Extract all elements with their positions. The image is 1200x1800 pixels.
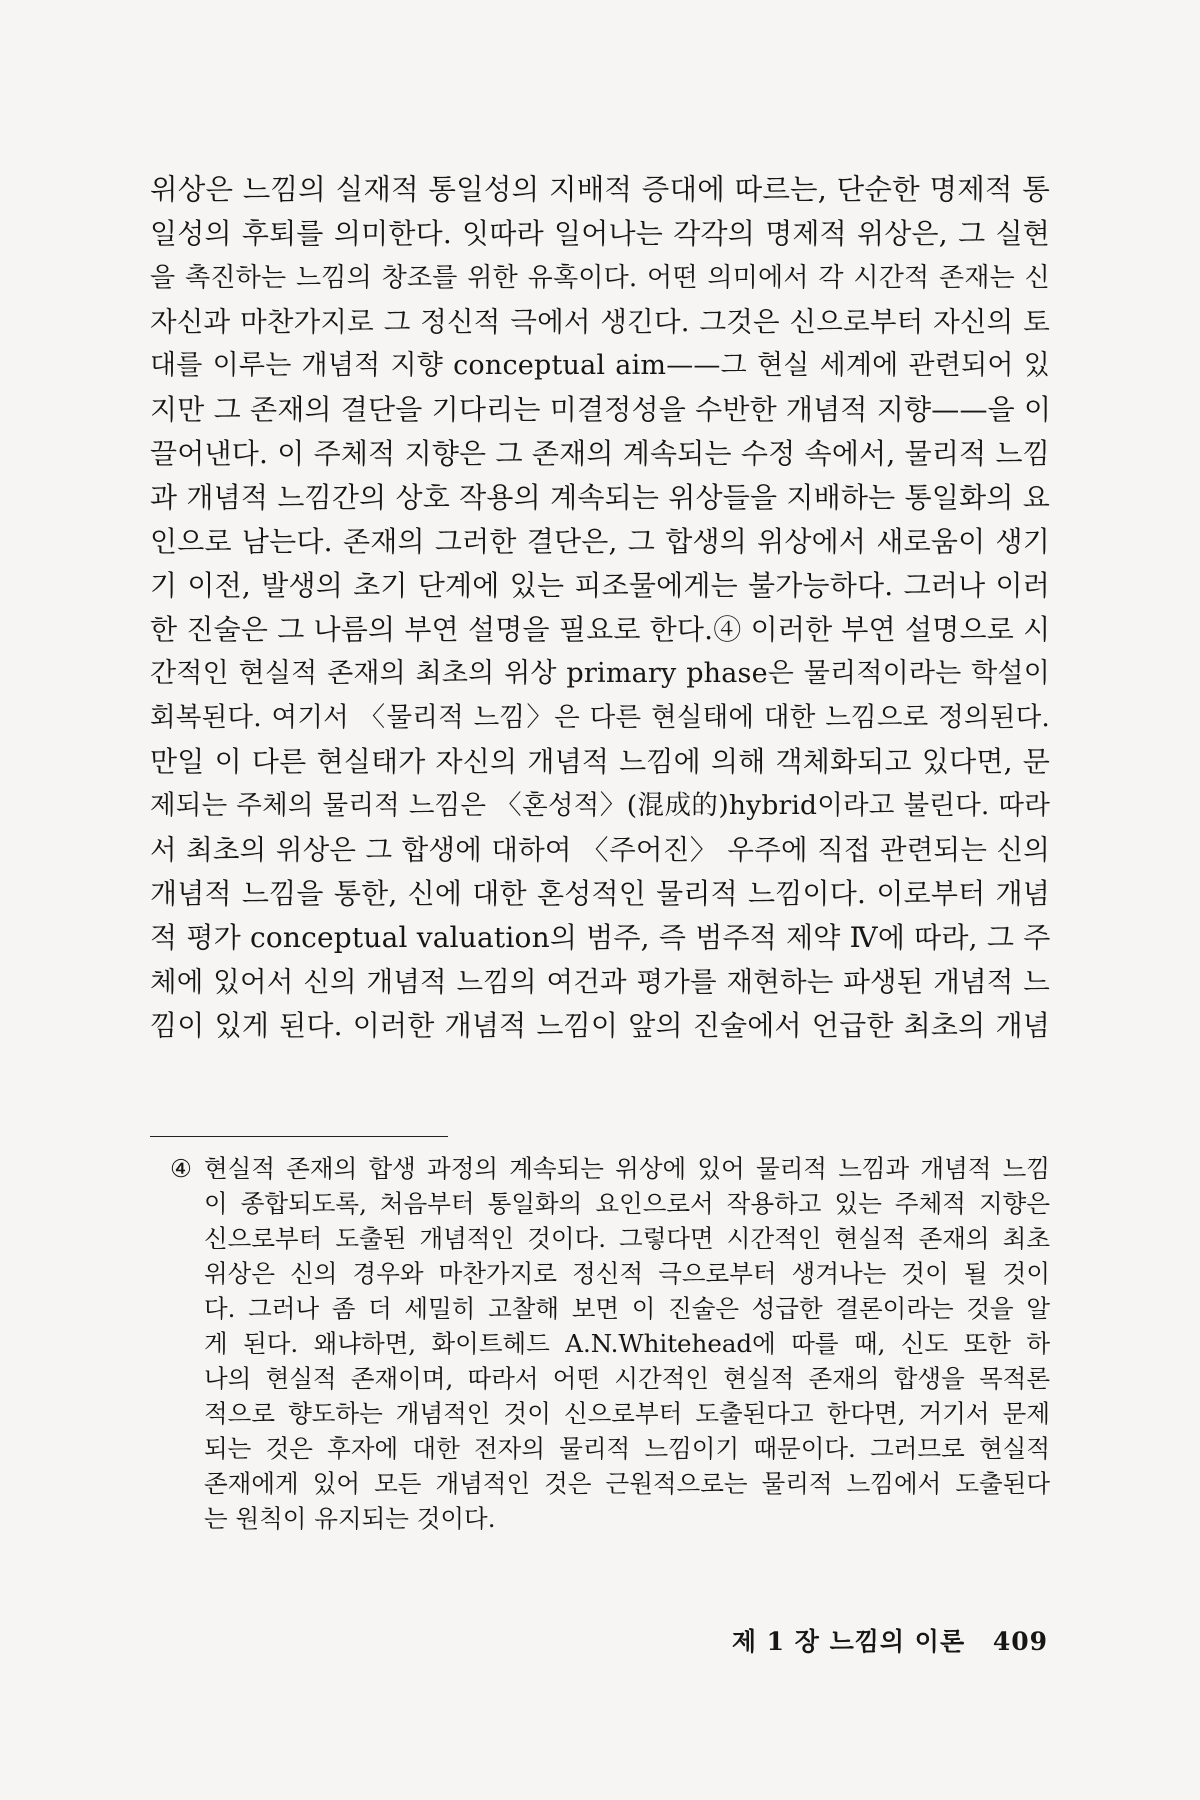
body-line: 낌이 있게 된다. 이러한 개념적 느낌이 앞의 진술에서 언급한 최초의 개념 bbox=[150, 1009, 1050, 1042]
footnote-line: 다. 그러나 좀 더 세밀히 고찰해 보면 이 진술은 성급한 결론이라는 것을 알 bbox=[204, 1294, 1050, 1323]
body-line: 위상은 느낌의 실재적 통일성의 지배적 증대에 따르는, 단순한 명제적 통 bbox=[150, 173, 1050, 206]
body-line: 만일 이 다른 현실태가 자신의 개념적 느낌에 의해 객체화되고 있다면, 문 bbox=[150, 745, 1050, 778]
body-line: 제되는 주체의 물리적 느낌은 〈혼성적〉(混成的)hybrid이라고 불린다. 따라 bbox=[150, 790, 1050, 821]
running-footer bbox=[732, 1622, 1048, 1658]
body-line: 대를 이루는 개념적 지향 conceptual aim——그 현실 세계에 관련되어 있 bbox=[150, 350, 1050, 381]
body-line: 간적인 현실적 존재의 최초의 위상 primary phase은 물리적이라는 학설이 bbox=[150, 658, 1050, 689]
footnote-marker: ④ bbox=[170, 1154, 192, 1183]
body-line: 회복된다. 여기서 〈물리적 느낌〉은 다른 현실태에 대한 느낌으로 정의된다. bbox=[150, 702, 1050, 733]
footnote-line: 이 종합되도록, 처음부터 통일화의 요인으로서 작용하고 있는 주체적 지향은 bbox=[204, 1189, 1050, 1218]
body-line: 지만 그 존재의 결단을 기다리는 미결정성을 수반한 개념적 지향——을 이 bbox=[150, 393, 1052, 426]
body-line: 기 이전, 발생의 초기 단계에 있는 피조물에게는 불가능하다. 그러나 이러 bbox=[150, 569, 1050, 602]
footnote-separator bbox=[150, 1136, 448, 1137]
body-line: 적 평가 conceptual valuation의 범주, 즉 범주적 제약 Ⅳ에 따라, 그 주 bbox=[150, 921, 1051, 954]
footnote-line: 위상은 신의 경우와 마찬가지로 정신적 극으로부터 생겨나는 것이 될 것이 bbox=[204, 1259, 1050, 1288]
footnote-line: 나의 현실적 존재이며, 따라서 어떤 시간적인 현실적 존재의 합생을 목적론 bbox=[204, 1364, 1050, 1393]
body-line: 을 촉진하는 느낌의 창조를 위한 유혹이다. 어떤 의미에서 각 시간적 존재는 신 bbox=[150, 263, 1050, 293]
footnote-line: 신으로부터 도출된 개념적인 것이다. 그렇다면 시간적인 현실적 존재의 최초 bbox=[204, 1224, 1050, 1253]
footnote-line: 되는 것은 후자에 대한 전자의 물리적 느낌이기 때문이다. 그러므로 현실적 bbox=[204, 1434, 1050, 1463]
body-line: 한 진술은 그 나름의 부연 설명을 필요로 한다.④ 이러한 부연 설명으로 시 bbox=[150, 613, 1051, 646]
footnote-line: 게 된다. 왜냐하면, 화이트헤드 A.N.Whitehead에 따를 때, 신도 또한 하 bbox=[204, 1329, 1050, 1358]
footnote-line bbox=[170, 1151, 1050, 1186]
body-line: 인으로 남는다. 존재의 그러한 결단은, 그 합생의 위상에서 새로움이 생기 bbox=[150, 525, 1050, 558]
body-line: 체에 있어서 신의 개념적 느낌의 여건과 평가를 재현하는 파생된 개념적 느 bbox=[150, 966, 1050, 998]
page-number: 409 bbox=[992, 1627, 1048, 1656]
footnote-line: 존재에게 있어 모든 개념적인 것은 근원적으로는 물리적 느낌에서 도출된다 bbox=[204, 1469, 1050, 1498]
footnote bbox=[170, 1151, 1050, 1536]
body-text bbox=[150, 168, 1050, 1048]
footnote-line: 는 원칙이 유지되는 것이다. bbox=[204, 1504, 496, 1533]
body-line: 자신과 마찬가지로 그 정신적 극에서 생긴다. 그것은 신으로부터 자신의 토 bbox=[150, 306, 1050, 338]
chapter-title: 제 1 장 느낌의 이론 bbox=[731, 1627, 966, 1656]
body-line: 끌어낸다. 이 주체적 지향은 그 존재의 계속되는 수정 속에서, 물리적 느낌 bbox=[150, 437, 1050, 470]
footnote-line: 적으로 향도하는 개념적인 것이 신으로부터 도출된다고 한다면, 거기서 문제 bbox=[204, 1399, 1050, 1428]
body-line: 일성의 후퇴를 의미한다. 잇따라 일어나는 각각의 명제적 위상은, 그 실현 bbox=[150, 217, 1050, 250]
body-line: 과 개념적 느낌간의 상호 작용의 계속되는 위상들을 지배하는 통일화의 요 bbox=[150, 481, 1050, 514]
footnote-line-text: 현실적 존재의 합생 과정의 계속되는 위상에 있어 물리적 느낌과 개념적 느낌 bbox=[204, 1154, 1050, 1183]
body-line: 서 최초의 위상은 그 합생에 대하여 〈주어진〉 우주에 직접 관련되는 신의 bbox=[150, 834, 1050, 866]
body-line: 개념적 느낌을 통한, 신에 대한 혼성적인 물리적 느낌이다. 이로부터 개념 bbox=[150, 877, 1050, 910]
